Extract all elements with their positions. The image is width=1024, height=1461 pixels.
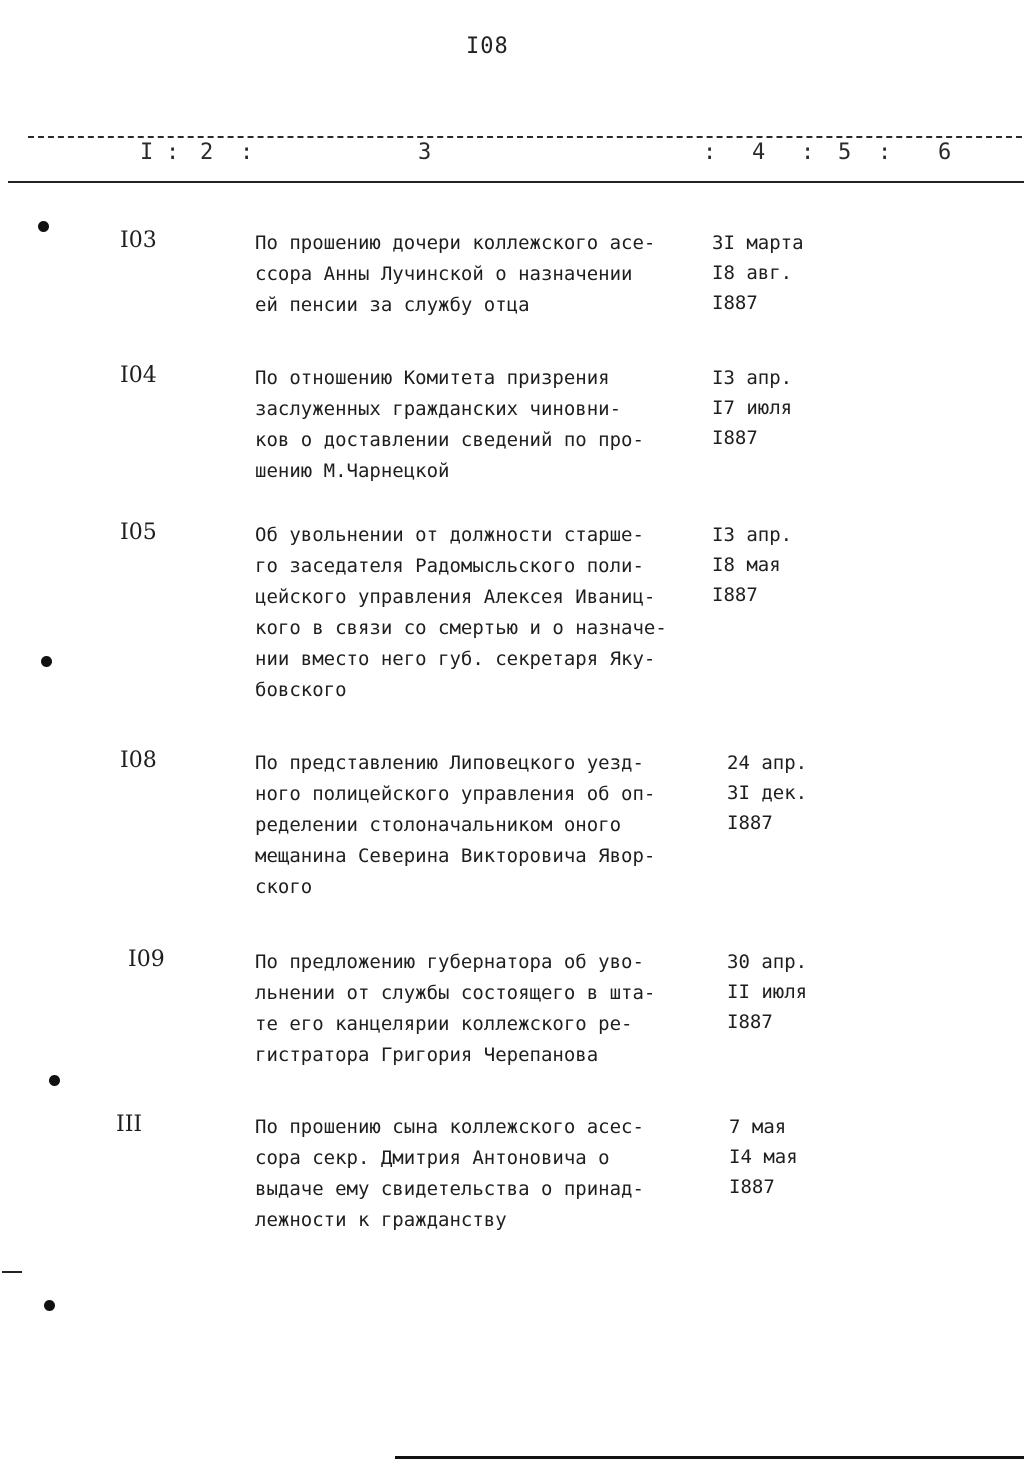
end-date: 3I дек. xyxy=(727,782,808,804)
description-line: ского xyxy=(255,876,313,898)
description-line: нии вместо него губ. секретаря Яку- xyxy=(255,648,656,670)
punch-hole xyxy=(44,1300,55,1311)
record-description xyxy=(255,520,725,706)
header-sep-2: : xyxy=(240,140,254,165)
record-description xyxy=(255,947,725,1071)
punch-hole xyxy=(49,1075,60,1086)
record-description xyxy=(255,228,725,321)
header-sep-4: : xyxy=(801,140,815,165)
description-line: цейского управления Алексея Иваниц- xyxy=(255,586,656,608)
record-dates xyxy=(712,520,832,610)
description-line: выдаче ему свидетельства о принад- xyxy=(255,1178,644,1200)
description-line: ного полицейского управления об оп- xyxy=(255,783,656,805)
description-line: бовского xyxy=(255,679,347,701)
description-line: гистратора Григория Черепанова xyxy=(255,1044,599,1066)
header-col-3: 3 xyxy=(418,140,432,165)
start-date: I3 апр. xyxy=(712,367,793,389)
header-col-6: 6 xyxy=(938,140,952,165)
record-number: I04 xyxy=(120,363,157,388)
record-number: I08 xyxy=(120,748,157,773)
header-divider xyxy=(8,181,1024,183)
description-line: По представлению Липовецкого уезд- xyxy=(255,752,644,774)
start-date: 7 мая xyxy=(729,1116,787,1138)
record-dates xyxy=(729,1112,849,1202)
record-dates xyxy=(712,363,832,453)
description-line: льнении от службы состоящего в шта- xyxy=(255,982,656,1004)
header-col-5: 5 xyxy=(838,140,852,165)
description-line: По прошению дочери коллежского асе- xyxy=(255,232,656,254)
end-date: I7 июля xyxy=(712,397,793,419)
record-description xyxy=(255,363,725,487)
record-number: I05 xyxy=(120,520,157,545)
end-date: II июля xyxy=(727,981,808,1003)
record-description xyxy=(255,1112,725,1236)
record-number: I03 xyxy=(120,228,157,253)
description-line: сора секр. Дмитрия Антоновича о xyxy=(255,1147,610,1169)
top-divider xyxy=(28,136,1022,138)
year: I887 xyxy=(729,1176,775,1198)
description-line: ков о доставлении сведений по про- xyxy=(255,429,644,451)
year: I887 xyxy=(727,812,773,834)
description-line: лежности к гражданству xyxy=(255,1209,507,1231)
header-sep-1: : xyxy=(166,140,180,165)
header-sep-5: : xyxy=(878,140,892,165)
year: I887 xyxy=(712,292,758,314)
description-line: По предложению губернатора об уво- xyxy=(255,951,644,973)
page-number: I08 xyxy=(466,34,509,59)
year: I887 xyxy=(712,427,758,449)
record-dates xyxy=(727,947,847,1037)
description-line: го заседателя Радомысльского поли- xyxy=(255,555,644,577)
description-line: По отношению Комитета призрения xyxy=(255,367,610,389)
punch-hole xyxy=(38,221,49,232)
description-line: те его канцелярии коллежского ре- xyxy=(255,1013,633,1035)
record-dates xyxy=(727,748,847,838)
start-date: 3I марта xyxy=(712,232,804,254)
header-col-4: 4 xyxy=(752,140,766,165)
record-description xyxy=(255,748,725,903)
start-date: I3 апр. xyxy=(712,524,793,546)
end-date: I4 мая xyxy=(729,1146,798,1168)
record-dates xyxy=(712,228,832,318)
description-line: кого в связи со смертью и о назначе- xyxy=(255,617,667,639)
bottom-edge-line xyxy=(395,1456,1024,1459)
margin-mark xyxy=(2,1271,22,1273)
year: I887 xyxy=(727,1011,773,1033)
description-line: ссора Анны Лучинской о назначении xyxy=(255,263,633,285)
end-date: I8 мая xyxy=(712,554,781,576)
start-date: 24 апр. xyxy=(727,752,808,774)
record-number: III xyxy=(116,1112,143,1137)
start-date: 30 апр. xyxy=(727,951,808,973)
description-line: ей пенсии за службу отца xyxy=(255,294,530,316)
description-line: Об увольнении от должности старше- xyxy=(255,524,644,546)
description-line: мещанина Северина Викторовича Явор- xyxy=(255,845,656,867)
header-col-2: 2 xyxy=(200,140,214,165)
record-number: I09 xyxy=(128,947,165,972)
punch-hole xyxy=(41,656,52,667)
description-line: шению М.Чарнецкой xyxy=(255,460,450,482)
description-line: заслуженных гражданских чиновни- xyxy=(255,398,622,420)
end-date: I8 авг. xyxy=(712,262,793,284)
description-line: ределении столоначальником оного xyxy=(255,814,622,836)
year: I887 xyxy=(712,584,758,606)
header-sep-3: : xyxy=(703,140,717,165)
header-col-1: I xyxy=(140,140,154,165)
description-line: По прошению сына коллежского асес- xyxy=(255,1116,644,1138)
